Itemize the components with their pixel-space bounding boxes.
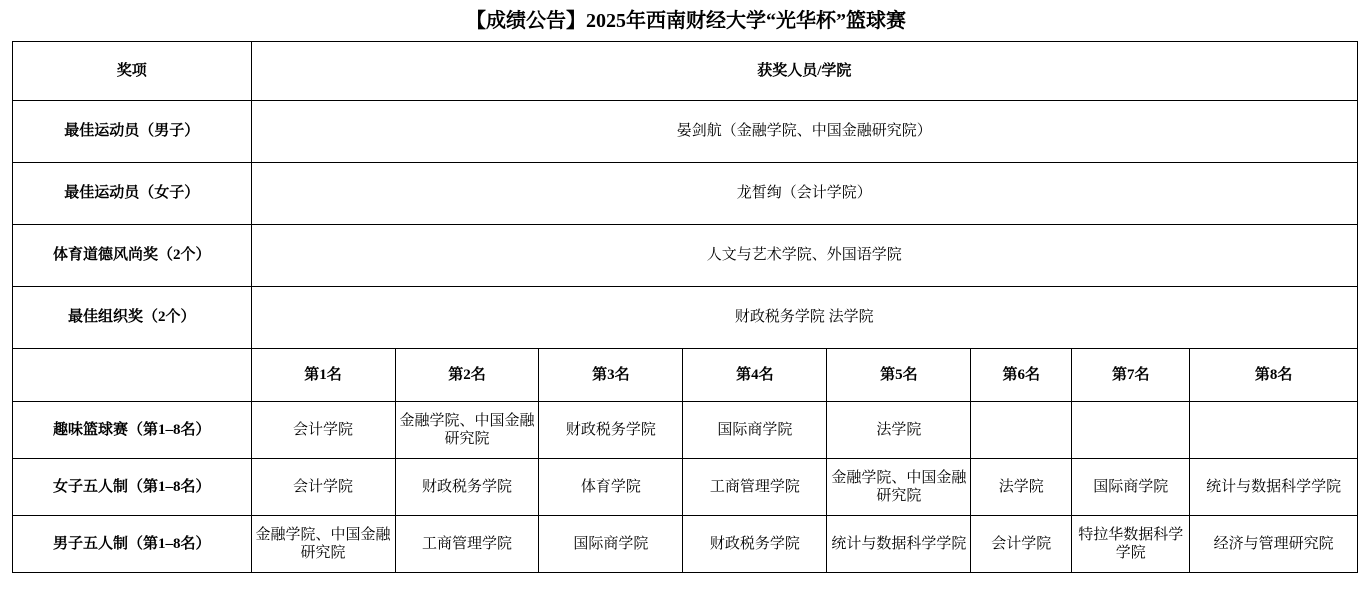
rank-header-blank	[13, 349, 252, 402]
rank-cell-7: 特拉华数据科学学院	[1072, 516, 1190, 573]
results-table	[12, 41, 1358, 573]
row-value: 晏剑航（金融学院、中国金融研究院）	[251, 101, 1357, 163]
row-label: 女子五人制（第1–8名）	[13, 459, 252, 516]
rank-cell-3: 体育学院	[539, 459, 683, 516]
table-row	[13, 225, 1358, 287]
rank-cell-6: 会计学院	[971, 516, 1072, 573]
rank-cell-7	[1072, 402, 1190, 459]
rank-cell-3: 财政税务学院	[539, 402, 683, 459]
table-row	[13, 163, 1358, 225]
row-label: 男子五人制（第1–8名）	[13, 516, 252, 573]
rank-header-4: 第4名	[683, 349, 827, 402]
rank-header-3: 第3名	[539, 349, 683, 402]
rank-cell-4: 财政税务学院	[683, 516, 827, 573]
row-label: 最佳组织奖（2个）	[13, 287, 252, 349]
rank-cell-3: 国际商学院	[539, 516, 683, 573]
row-label: 趣味篮球赛（第1–8名）	[13, 402, 252, 459]
rank-cell-5: 金融学院、中国金融研究院	[827, 459, 971, 516]
rank-header-5: 第5名	[827, 349, 971, 402]
rank-header-1: 第1名	[251, 349, 395, 402]
table-row	[13, 402, 1358, 459]
rank-cell-8: 统计与数据科学学院	[1190, 459, 1358, 516]
rank-cell-1: 会计学院	[251, 402, 395, 459]
rank-cell-2: 金融学院、中国金融研究院	[395, 402, 539, 459]
row-value: 龙皙绚（会计学院）	[251, 163, 1357, 225]
rank-header-2: 第2名	[395, 349, 539, 402]
rank-header-row	[13, 349, 1358, 402]
rank-header-8: 第8名	[1190, 349, 1358, 402]
rank-cell-1: 会计学院	[251, 459, 395, 516]
rank-cell-2: 工商管理学院	[395, 516, 539, 573]
row-label: 最佳运动员（女子）	[13, 163, 252, 225]
table-row	[13, 516, 1358, 573]
page-title: 【成绩公告】2025年西南财经大学“光华杯”篮球赛	[466, 10, 906, 32]
table-row	[13, 459, 1358, 516]
rank-header-6: 第6名	[971, 349, 1072, 402]
rank-cell-6: 法学院	[971, 459, 1072, 516]
table-header-row	[13, 42, 1358, 101]
rank-cell-4: 国际商学院	[683, 402, 827, 459]
rank-cell-1: 金融学院、中国金融研究院	[251, 516, 395, 573]
rank-cell-4: 工商管理学院	[683, 459, 827, 516]
rank-cell-8	[1190, 402, 1358, 459]
rank-cell-7: 国际商学院	[1072, 459, 1190, 516]
row-value: 人文与艺术学院、外国语学院	[251, 225, 1357, 287]
table-row	[13, 287, 1358, 349]
header-award: 奖项	[13, 42, 252, 101]
row-value: 财政税务学院 法学院	[251, 287, 1357, 349]
rank-cell-2: 财政税务学院	[395, 459, 539, 516]
rank-header-7: 第7名	[1072, 349, 1190, 402]
rank-cell-5: 统计与数据科学学院	[827, 516, 971, 573]
row-label: 最佳运动员（男子）	[13, 101, 252, 163]
rank-cell-5: 法学院	[827, 402, 971, 459]
rank-cell-6	[971, 402, 1072, 459]
rank-cell-8: 经济与管理研究院	[1190, 516, 1358, 573]
row-label: 体育道德风尚奖（2个）	[13, 225, 252, 287]
header-winners: 获奖人员/学院	[251, 42, 1357, 101]
table-row	[13, 101, 1358, 163]
